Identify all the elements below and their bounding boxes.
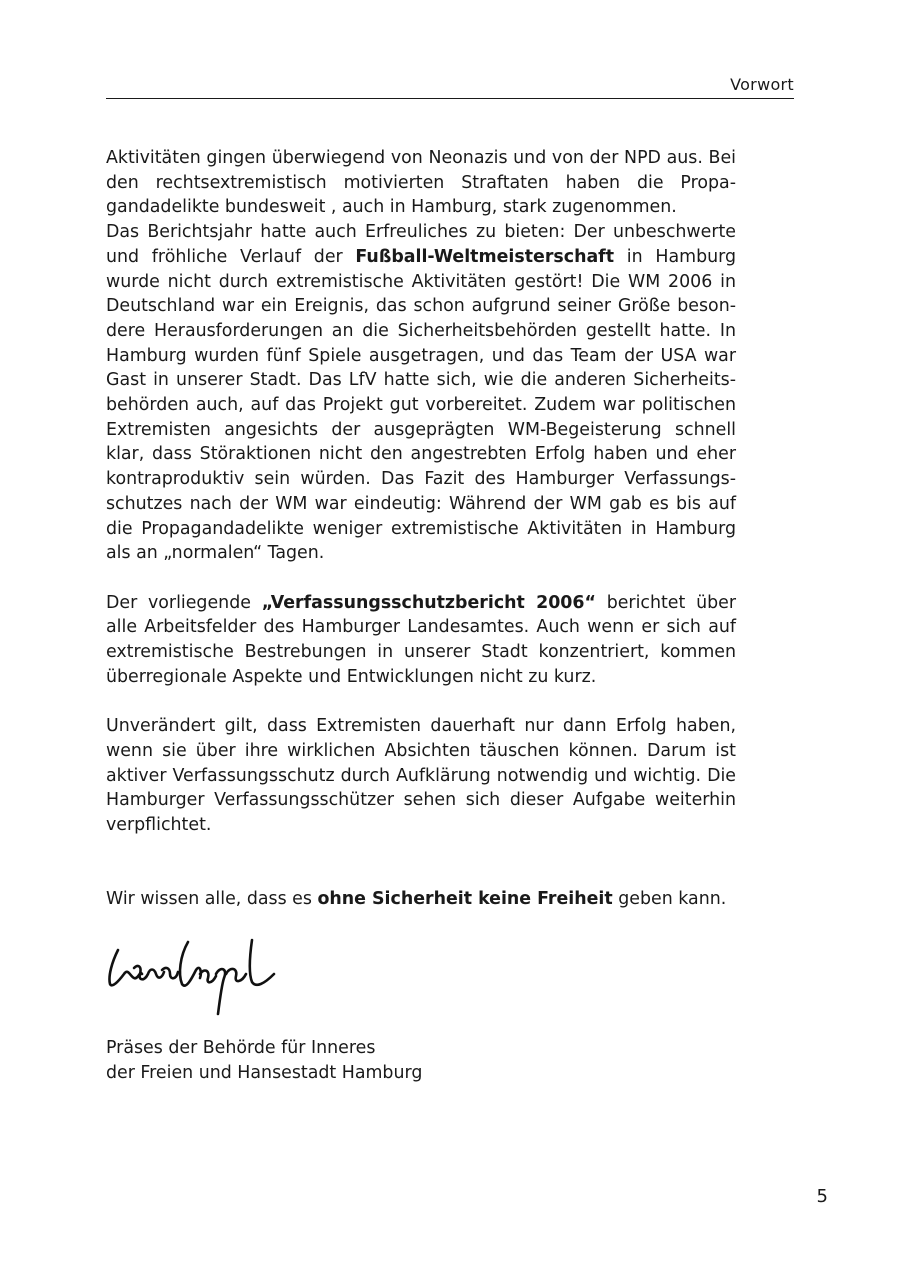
- header-rule: [106, 98, 794, 99]
- signoff-block: [106, 1036, 606, 1085]
- running-head: Vorwort: [730, 75, 794, 94]
- signoff-line-2: der Freien und Hansestadt Hamburg: [106, 1062, 423, 1083]
- paragraph-5-bold-phrase: ohne Sicherheit keine Freiheit: [317, 888, 613, 909]
- paragraph-2: [106, 220, 736, 566]
- paragraph-4: Unverändert gilt, dass Extremisten dauerhaft nur dann Erfolg haben, wenn sie über ihre wirklichen Absichten täuschen können. Darum ist aktiver Verfassungsschutz durch Aufklärung notwendig und wichtig. Die Hamburger Verfassungsschützer sehen sich dieser Aufgabe weiterhin verpflichtet.: [106, 716, 736, 835]
- paragraph-1: Aktivitäten gingen überwiegend von Neonazis und von der NPD aus. Bei den rechtsextremistisch motivierten Straftaten haben die Propagandadelikte bundesweit , auch in Hamburg, stark zugenommen.: [106, 148, 736, 218]
- page-number: 5: [816, 1186, 828, 1207]
- signoff-line-1: Präses der Behörde für Inneres: [106, 1038, 376, 1058]
- paragraph-3-text-after: berichtet über alle Arbeitsfelder des Hamburger Landesamtes. Auch wenn er sich auf extremistische Bestrebungen in unserer Stadt konzentriert, kommen überregionale Aspekte und Entwicklungen nicht zu kurz.: [106, 592, 736, 687]
- paragraph-3-bold-phrase: „Verfassungsschutzbericht 2006“: [261, 592, 596, 613]
- paragraph-2-bold-phrase: Fußball-Weltmeisterschaft: [355, 246, 615, 267]
- handwritten-signature: [104, 928, 289, 1023]
- paragraph-5-text-after: geben kann.: [612, 888, 727, 909]
- paragraph-2-text-after: in Hamburg wurde nicht durch extremistische Aktivitäten gestört! Die WM 2006 in Deutschland war ein Ereignis, das schon aufgrund seiner Größe besondere Herausforderungen an die Sicherheitsbehörden gestellt hatte. In Hamburg wurden fünf Spiele ausgetragen, und das Team der USA war Gast in unserer Stadt. Das LfV hatte sich, wie die anderen Sicherheitsbehörden auch, auf das Projekt gut vorbereitet. Zudem war politischen Extremisten angesichts der ausgeprägten WM-Begeisterung schnell klar, dass Störaktionen nicht den angestrebten Erfolg haben und eher kontraproduktiv sein würden. Das Fazit des Hamburger Verfassungsschutzes nach der WM war eindeutig: Während der WM gab es bis auf die Propagandadelikte weniger extremistische Aktivitäten in Hamburg als an „normalen“ Tagen.: [106, 246, 737, 564]
- body-text: [106, 146, 736, 911]
- paragraph-5-text-before: Wir wissen alle, dass es: [106, 888, 318, 909]
- paragraph-2-text-before: Das Berichtsjahr hatte auch Erfreuliches zu bieten: Der unbeschwerte und fröhliche Verlauf der: [106, 222, 736, 267]
- paragraph-3-text-before: Der vorliegende: [106, 592, 262, 613]
- paragraph-5: [106, 887, 736, 912]
- paragraph-3: [106, 591, 736, 690]
